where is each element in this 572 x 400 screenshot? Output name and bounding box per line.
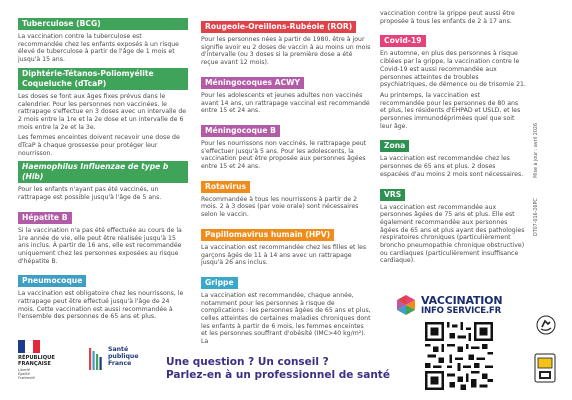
recycle-info-icon [536, 315, 556, 335]
rf-motto [18, 368, 80, 380]
section-text-vrs: La vaccination est recommandée aux personnes âgées de 75 ans et plus. Elle est également recommandée aux personnes âgées de 65 ans et plus ayant des pathologies respiratoires chroniques (particulièrement broncho pneumopathie chronique obstructive) ou cardiaques (particulièrement insuffisance cardiaque). [380, 203, 525, 265]
section-title-tuberculose: Tuberculose (BCG) [18, 18, 188, 30]
section-title-pneumocoque: Pneumocoque [18, 275, 86, 287]
section-title-hepatite-b: Hépatite B [18, 212, 72, 224]
qr-code[interactable] [425, 322, 493, 390]
section-title-hib [18, 161, 188, 183]
section-text-tuberculose: La vaccination contre la tuberculose est recommandée chez les enfants exposés à un risque élevé de tuberculose à partir de l'âge de 1 mois et jusqu'à 15 ans. [18, 33, 179, 64]
spf-line3: France [108, 360, 132, 367]
section-title-hpv: Papillomavirus humain (HPV) [201, 229, 334, 241]
section-title-meningo-acwy: Méningocoques ACWY [201, 77, 304, 89]
rf-motto-line3: Fraternité [18, 376, 35, 380]
section-title-rotavirus: Rotavirus [201, 181, 250, 193]
question-line2: Parlez-en à un professionnel de santé [166, 369, 390, 381]
section-title-hib-label: Haemophilus Influenzae de type b (Hib) [22, 162, 169, 182]
section-text-ror: Pour les personnes nées à partir de 1980, être à jour signifie avoir eu 2 doses de vaccin à au moins un mois d'intervalle (ou 3 doses si la première dose a été reçue avant 12 mois). [201, 36, 371, 67]
column-1 [18, 14, 188, 324]
column-2 [201, 14, 371, 349]
spf-line2: publique [108, 353, 139, 360]
republique-francaise-logo [18, 340, 80, 390]
vis-line2: INFO SERVICE.FR [421, 306, 502, 316]
spf-line1: Santé [108, 346, 129, 353]
update-date: Mise à jour : avril 2026 [534, 122, 539, 178]
question-callout [166, 356, 406, 382]
section-text-zona: La vaccination est recommandée chez les personnes de 65 ans et plus. 2 doses espacées d'au moins 2 mois sont nécessaires. [380, 155, 524, 178]
rf-title [18, 355, 80, 367]
section-text-grippe: La vaccination est recommandée, chaque année, notamment pour les personnes à risque de complications : les personnes âgées de 65 ans et plus, celles atteintes de certaines maladies chroniques dont les enfants à partir de 6 mois, les femmes enceintes et les personnes souffrant d'obésité (IMC>40 kg/m²). La [201, 291, 371, 346]
spf-text [108, 346, 139, 367]
section-text-covid-2: Au printemps, la vaccination est recommandée pour les personnes de 80 ans et plus, les résidents d'EHPAD et USLD, et les personnes immunodéprimées quel que soit leur âge. [380, 91, 521, 130]
french-flag-icon [18, 340, 40, 353]
document-code: DT07-016-26PC [534, 198, 539, 236]
section-text-dtcap: Les doses se font aux âges fixes prévus dans le calendrier. Pour les personnes non vaccinées, le rattrapage s'effectue en 3 doses avec un intervalle de 2 mois entre la 1re et la 2e dose et un intervalle de 6 mois entre la 2e et la 3e. [18, 92, 187, 131]
section-title-grippe: Grippe [201, 277, 238, 289]
section-text-pneumocoque: La vaccination est obligatoire chez les nourrissons, le rattrapage peut être effectué jusqu'à l'âge de 24 mois. Cette vaccination est aussi recommandée à l'ensemble des personnes de 65 ans et plus. [18, 290, 184, 321]
section-title-ror: Rougeole-Oreillons-Rubéole (ROR) [201, 21, 356, 33]
rf-motto-line2: Égalité [18, 372, 30, 376]
section-title-covid: Covid-19 [380, 35, 426, 47]
section-text-covid: En automne, en plus des personnes à risque ciblées par la grippe, la vaccination contre le Covid-19 est aussi recommandée aux personnes atteintes de troubles psychiatriques, de démence ou de trisomie 21. [380, 50, 526, 89]
section-text-dtcap-2: Les femmes enceintes doivent recevoir une dose de dTcaP à chaque grossesse pour protéger leur nourrisson. [18, 134, 180, 157]
vaccination-info-service-text [421, 295, 502, 317]
rf-title-line1: RÉPUBLIQUE [18, 355, 55, 361]
section-title-zona: Zona [380, 140, 409, 152]
section-title-vrs: VRS [380, 189, 405, 201]
section-text-hepatite-b: Si la vaccination n'a pas été effectuée au cours de la 1re année de vie, elle peut être réalisée jusqu'à 15 ans inclus. À partir de 16 ans, elle est recommandée uniquement chez les personnes exposées au risque d'hépatite B. [18, 226, 182, 265]
vaccination-info-service-logo-icon [395, 294, 417, 316]
section-text-hpv: La vaccination est recommandée chez les filles et les garçons âgés de 11 à 14 ans avec un rattrapage jusqu'à 26 ans inclus. [201, 243, 367, 267]
rf-title-line2: FRANÇAISE [18, 361, 51, 367]
question-line1: Une question ? Un conseil ? [166, 356, 329, 368]
section-title-dtcap: Diphtérie-Tétanos-Poliomyélite Coqueluche (dTcaP) [18, 68, 188, 90]
section-title-meningo-b: Méningocoque B [201, 125, 280, 137]
triman-sorting-icon [533, 352, 557, 384]
column-3 [380, 10, 526, 268]
section-text-hib: Pour les enfants n'ayant pas été vaccinés, un rattrapage est possible jusqu'à l'âge de 5 ans. [18, 186, 162, 202]
rf-motto-line1: Liberté [18, 368, 30, 372]
section-text-grippe-continued: vaccination contre la grippe peut aussi être proposée à tous les enfants de 2 à 17 ans. [380, 10, 515, 25]
spf-bars-icon [88, 348, 106, 370]
sante-publique-france-logo [88, 346, 148, 386]
vis-line1: VACCINATION [421, 294, 503, 307]
section-text-meningo-b: Pour les nourrissons non vaccinés, le rattrapage peut s'effectuer jusqu'à 5 ans. Pour les adolescents, la vaccination peut être proposée aux personnes âgées entre 15 et 24 ans. [201, 139, 367, 171]
section-text-rotavirus: Recommandée à tous les nourrissons à partir de 2 mois. 2 à 3 doses (par voie orale) sont nécessaires selon le vaccin. [201, 195, 359, 219]
section-text-meningo-acwy: Pour les adolescents et jeunes adultes non vaccinés avant 14 ans, un rattrapage vaccinal est recommandé entre 15 et 24 ans. [201, 91, 370, 115]
